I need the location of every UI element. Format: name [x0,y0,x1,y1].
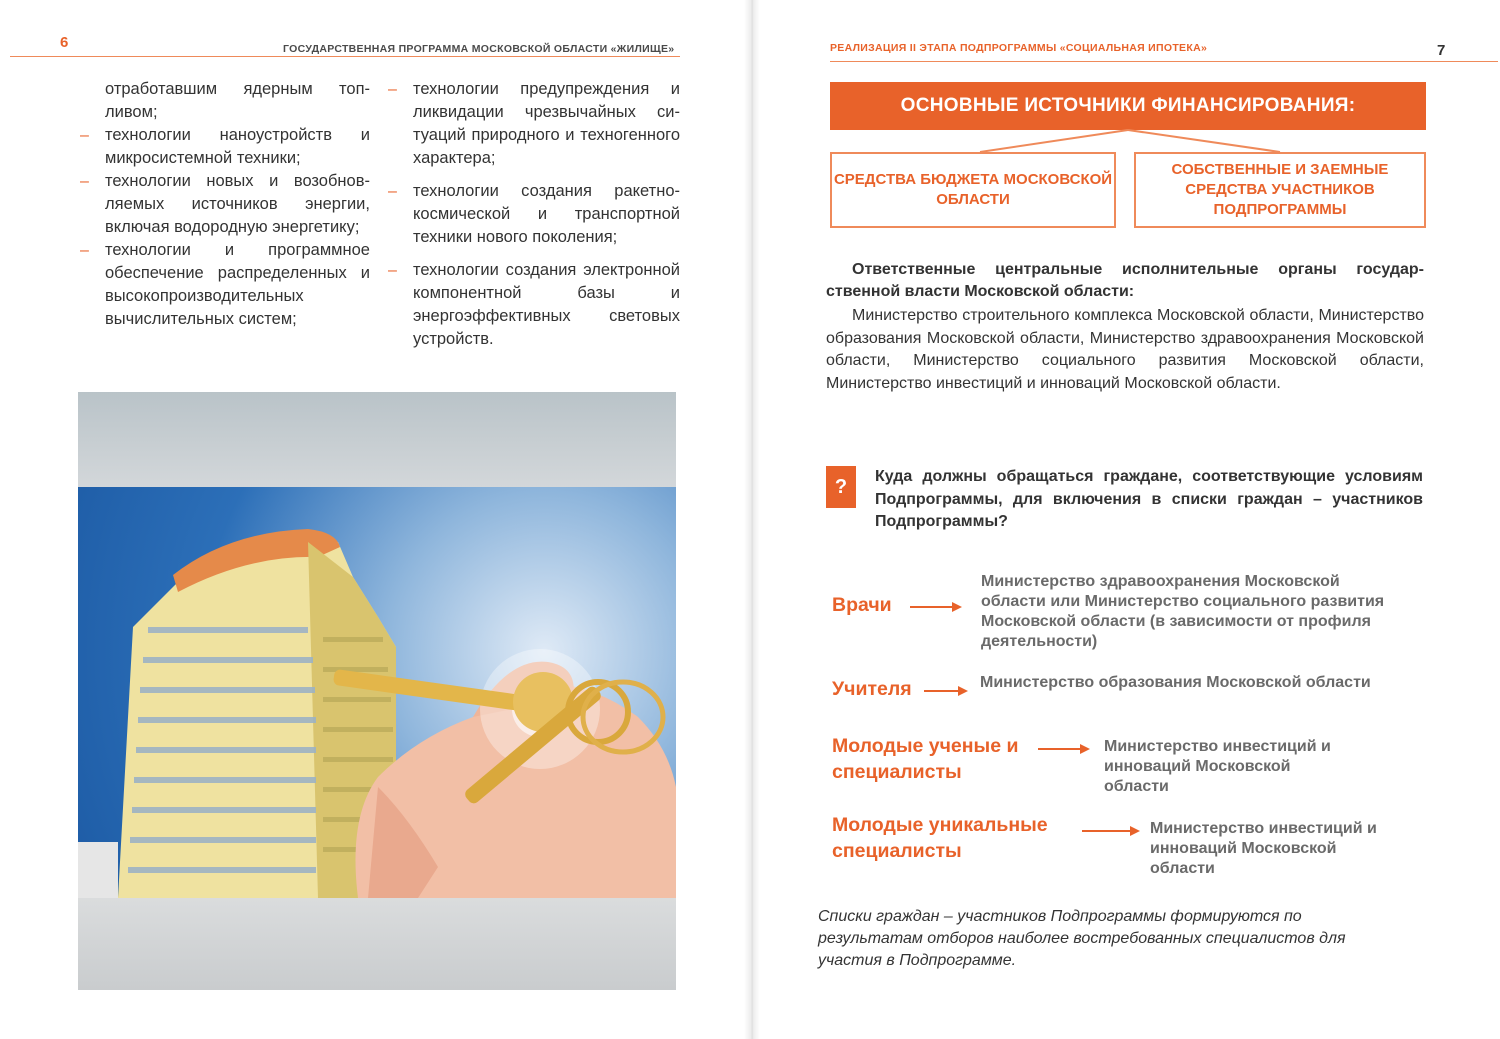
role-label-doctors: Врачи [832,594,892,616]
running-head-left: ГОСУДАРСТВЕННАЯ ПРОГРАММА МОСКОВСКОЙ ОБЛАСТИ «ЖИЛИЩЕ» [283,43,675,55]
list-item-text: технологии и программное обеспечение распределенных и высокопроизводительных вычислительных систем; [105,241,370,328]
arrow-right-icon [924,684,970,698]
header-rule-left [10,56,680,57]
text-column-1 [80,78,370,331]
dash-bullet: – [80,173,89,190]
source-box-own-funds: СОБСТВЕННЫЕ И ЗАЕМНЫЕ СРЕДСТВА УЧАСТНИКОВ ПОДПРОГРАММЫ [1134,152,1426,228]
list-item-text: технологии предупреждения и ликвидации чрезвычайных ситуаций природного и техногенного характера; [413,80,680,167]
role-label-unique-specialists: Молодые уникальные специалисты [832,814,1048,862]
dash-bullet: – [388,183,397,200]
photo-top-band [78,392,676,487]
page-number-left: 6 [60,34,69,51]
list-item-text: технологии создания ракетно-космической и транспортной техники нового поколения; [413,182,680,246]
list-item [80,124,370,170]
footnote-text: Списки граждан – участников Подпрограммы формируются по результатам отборов наиболее востребованных специалистов для участия в Подпрограмме. [818,908,1346,969]
question-mark-badge: ? [826,466,856,508]
list-item [388,259,680,351]
ministry-text-teachers: Министерство образования Московской области [980,674,1371,691]
responsible-bodies-title: Ответственные центральные исполнительные органы государственной власти Московской области: [826,261,1424,300]
arrow-right-icon [1038,742,1092,756]
dash-bullet: – [388,262,397,279]
ministry-text-doctors: Министерство здравоохранения Московской области или Министерство социального развития Московской области (в зависимости от профиля деятельности) [981,573,1385,650]
list-item [388,180,680,249]
list-item-text: технологии новых и возобновляемых источников энергии, включая водородную энергетику; [105,172,370,236]
role-label-young-scientists: Молодые ученые и специалисты [832,735,1019,783]
list-item [80,170,370,239]
arrow-right-icon [910,600,964,614]
role-label-teachers: Учителя [832,678,912,700]
dash-bullet: – [80,242,89,259]
building-keys-photo [78,392,676,990]
list-item [388,78,680,170]
building-and-keys-illustration [78,487,676,898]
page-number-right: 7 [1437,42,1446,59]
arrow-right-icon [1082,824,1142,838]
photo-bottom-band [78,898,676,990]
header-rule-right [830,61,1498,62]
ministry-text-unique-specialists: Министерство инвестиций и инноваций Московской области [1150,820,1377,877]
list-item-text: технологии создания электронной компонентной базы и энергоэффективных световых устройств. [413,261,680,348]
question-text: Куда должны обращаться граждане, соответствующие условиям Подпрограммы, для включения в списки граждан – участников Подпрограммы? [875,468,1423,530]
list-item-text: технологии наноустройств и микросистемной техники; [105,126,370,167]
dash-bullet: – [388,81,397,98]
dash-bullet: – [80,127,89,144]
text-column-2 [388,78,680,361]
running-head-right: РЕАЛИЗАЦИЯ II ЭТАПА ПОДПРОГРАММЫ «СОЦИАЛЬНАЯ ИПОТЕКА» [830,42,1208,54]
right-page [752,0,1500,1039]
financing-sources-banner: ОСНОВНЫЕ ИСТОЧНИКИ ФИНАНСИРОВАНИЯ: [830,82,1426,130]
list-item [80,239,370,331]
source-box-budget: СРЕДСТВА БЮДЖЕТА МОСКОВСКОЙ ОБЛАСТИ [830,152,1116,228]
continuation-text: отработавшим ядерным топливом; [105,80,370,121]
responsible-bodies-text: Министерство строительного комплекса Московской области, Министерство образования Московской области, Министерство здравоохранения Московской области, Министерство социального развития Московской области, Министерство инвестиций и инноваций Московской области. [826,307,1424,392]
ministry-text-young-scientists: Министерство инвестиций и инноваций Московской области [1104,738,1331,795]
